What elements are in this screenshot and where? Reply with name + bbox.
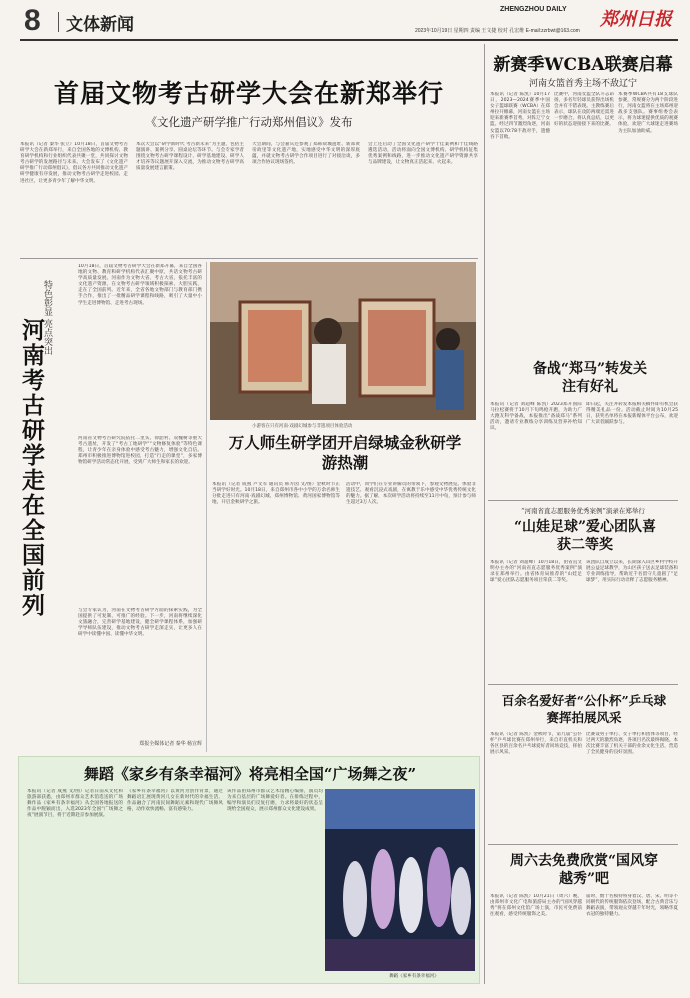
date-line: 2023年10月19日 星期四 责编 王文捷 校对 孔宏维 E-mail:zzrbwt@163.com [415, 28, 580, 34]
volunteer-col-1: 本报讯（记者 刘超峰）10月18日，由省直文明办主办的“河南省直志愿服务优秀案例”演录在郑州举行。由省体育局推荐的“山娃足球”爱心团队志愿服务项目荣获二等奖。 [490, 560, 582, 584]
study-tour-headline: 万人师生研学团开启绿城金秋研学游热潮 [228, 433, 462, 472]
dance-col-2: 《家乡有条幸福河》以黄河为创作背景，通过舞蹈语汇展现黄河儿女在新时代的幸福生活，作品融合了河南民间舞蹈元素和现代广场舞风格，动作欢快流畅、富有感染力。 [127, 789, 223, 813]
volunteer-col-2: 该团队自成立以来，长期深入山区乡村学校开展公益足球教学，为山区孩子送去足球装备和专业训练指导，帮助近千名留守儿童圆了“足球梦”，用实际行动诠释了志愿服务精神。 [586, 560, 678, 584]
dance-photo-illustration [325, 789, 475, 971]
wcba-subtitle: 河南女篮首秀主场不敌辽宁 [528, 79, 637, 89]
guofeng-headline: 周六去免费欣赏“国风穿越秀”吧 [509, 853, 659, 887]
marathon-col-1: 本报讯（记者 刘超峰 陈凯）2023郑开国际马拉松赛将于10月下旬鸣枪开跑，为助力广大跑友科学备战，本报推出“备战郑马”系列活动，邀请专业教练分享训练及营养补给知识。 [490, 402, 582, 432]
dance-photo [325, 789, 475, 971]
guofeng-col-2: 届时，数十名模特将身着汉、唐、宋、明等不同朝代的传统服饰依次登场，配合古典音乐与舞蹈表演，带领观众穿越千年时光，领略华夏衣冠的独特魅力。 [586, 894, 678, 918]
paper-logo: 郑州日报 [600, 9, 672, 30]
photo-kids-artwork [210, 262, 476, 420]
page-number: 8 [24, 4, 41, 37]
volunteer-headline: “山娃足球”爱心团队喜获二等奖 [513, 519, 657, 553]
header-rule [20, 39, 678, 41]
masthead [0, 0, 690, 42]
dance-photo-caption: 舞蹈《家乡有条幸福河》 [389, 974, 439, 979]
study-tour-col-2: 活动中，同学们在专业讲解员的带领下，参观文物展览、体验非遗技艺、观看沉浸式戏剧，在寓教于乐中感受中华优秀传统文化的魅力。据了解，本次研学活动将持续至11月中旬，预计参与师生超过3万人次。 [346, 482, 476, 506]
dance-headline: 舞蹈《家乡有条幸福河》将亮相全国“广场舞之夜” [83, 765, 417, 783]
dance-col-1: 本报讯（记者 成燕 文/图）记者日前从文化和旅游部获悉，由郑州市群众艺术馆选送的广场舞作品《家乡有条幸福河》从全国各地报送的作品中脱颖而出，入选2023年全国“广场舞之夜”展演节目，将于近期赴京参加展演。 [27, 789, 123, 819]
dance-col-3: 该作品由郑州市群众艺术馆精心编排，演员均为来自基层的广场舞爱好者。在排练过程中，编导和演员们反复打磨，力求将最好的状态呈现给全国观众，展示郑州群众文化建设成果。 [227, 789, 323, 813]
feature-col-2: 河南省文物考古研究院依托二里头、仰韶村、双槐树等重大考古遗址，开发了“考古工地研学”“文物修复体验”等特色课程，让青少年在亲身体验中感受考古魅力，增强文化自信。郑州市积极推进博物馆进校园，打造“行走的课堂”，多家博物馆研学活动常态化开展，受到广大师生和家长的欢迎。 [78, 436, 202, 466]
wcba-col-3: 本赛季WCBA共有18支球队参赛，常规赛分为两个阶段进行，河南女篮将在主场郑州迎战多支强队。赛事组委会表示，将为球迷提供优质的观赛体验，欢迎广大球迷走进赛场为主队加油助威。 [618, 92, 678, 134]
photo-kids-artwork-illustration [210, 262, 476, 420]
volunteer-kicker: “河南省直志愿服务优秀案例”演录在郑举行 [521, 507, 645, 515]
dance-story-box [18, 756, 480, 984]
feature-kicker: 特色彰显 亮点突出 [42, 280, 52, 355]
lead-headline: 首届文物考古研学大会在新郑举行 [53, 79, 444, 108]
pingpong-col-1: 本报讯（记者 陈凯）金秋时节，第九届“公仆杯”乒乓球比赛在郑州举行，来自市直机关和各区县的百余名乒乓球爱好者同场竞技，挥拍展示风采。 [490, 732, 582, 756]
pingpong-col-2: 比赛设男子单打、女子单打和团体等项目，经过两天的激烈角逐，各项目名次最终揭晓。本次比赛丰富了机关干部的业余文化生活，营造了全民健身的良好氛围。 [586, 732, 678, 756]
paper-name-en: ZHENGZHOU DAILY [500, 6, 567, 13]
lead-story [20, 44, 478, 258]
marathon-headline: 备战“郑马”转发关注有好礼 [532, 361, 648, 395]
lead-subtitle: 《文化遗产研学推广行动郑州倡议》发布 [145, 115, 353, 129]
lead-col-3: 大会期间，与会嘉宾还参观了郑韩故城遗址、新郑黄帝故里等文化遗产地，实地感受中华文明的深厚底蕴，并就文物考古研学合作项目进行了对接洽谈，多项合作协议现场签约。 [252, 142, 360, 166]
feature-col-3: 与会专家认为，河南在文物考古研学方面的探索实践，为全国提供了可复制、可推广的经验。下一步，河南将继续深化文旅融合，完善研学基地建设，健全研学课程体系，加强研学导师队伍建设，推动文物考古研学走深走实，让更多人在研学中读懂中国、读懂中华文明。 [78, 608, 202, 638]
wcba-col-2: 比赛中，河南女篮全队斗志昂扬，多名年轻球员获得出场机会并有不错表现。主教练赛后表示，球队在攻防两端还需进一步磨合，将认真总结，以更好的状态迎接接下来的比赛。 [554, 92, 614, 128]
pingpong-headline: 百余名爱好者“公仆杯”乒乓球赛挥拍展风采 [501, 693, 667, 725]
feature-vertical-title: 河南考古研学走在全国前列 [18, 318, 45, 618]
study-tour-col-1: 本报讯（记者 成燕 卢文军 通讯员 韩方园 文/图）金秋时节正当研学好时光。10月18日，来自郑州市各中小学的万余名师生分批走进只有河南·戏剧幻城、郑州博物馆、黄河国家博物馆等地，开启金秋研学之旅。 [212, 482, 340, 506]
section-title: 文体新闻 [66, 15, 134, 35]
feature-byline: 郑报全媒体记者 秦华 杨宣辉 [139, 741, 202, 747]
wcba-col-1: 本报讯（记者 陈凯）10月17日，2023—2024赛季中国女子篮球联赛（WCBA）在郑州拉开帷幕，河南女篮在主场迎来新赛季首秀，对阵辽宁女篮。经过四节激烈角逐，河南女篮以70∶78不敌对手，遗憾吞下首败。 [490, 92, 550, 140]
lead-col-4: 会上还启动了全国文化遗产研学十佳案例和十佳线路遴选活动，活动将面向全国文博机构、研学机构征集优秀案例和线路，进一步推动文化遗产研学资源共享与品牌建设，让文物真正活起来、火起来。 [368, 142, 478, 166]
feature-col-1: 10月18日，首届文物考古研学大会在新郑开幕，来自全国各地的文物、教育和研学机构代表汇聚中原，共话文物考古研学高质量发展。河南作为文物大省、考古大省，依托丰富的文化遗产资源，在文物考古研学领域积极探索、大胆实践，走在了全国前列。近年来，全省各地文物部门与教育部门携手合作，推出了一批精品研学课程和线路，吸引了大量中小学生走进博物馆、走进考古现场。 [78, 264, 202, 306]
guofeng-col-1: 本报讯（记者 陈凯）10月21日（周六）晚，由郑州市文化广电和旅游局主办的“国风穿越秀”将在郑州文化馆广场上演，市民可免费前往观看，感受传统服饰之美。 [490, 894, 582, 918]
lead-col-2: 本次大会以“研学新时代 考古新未来”为主题，包括主题演讲、案例分享、圆桌论坛等环节。与会专家学者围绕文物考古研学课程设计、研学基地建设、研学人才培养等议题展开深入交流，为推动文物考古研学高质量发展建言献策。 [136, 142, 244, 172]
wcba-headline: 新赛季WCBA联赛启幕 [493, 55, 673, 75]
photo-kids-caption: 小游客在只有河南·戏剧幻城参与非遗项目体验活动 [252, 424, 353, 429]
lead-col-1: 本报讯（记者 秦华 张立）10月18日，首届文物考古研学大会在新郑举行，来自全国各地的文博机构、教育研学机构和行业组织代表共聚一堂，共同探讨文物考古研学的发展路径与未来。大会发布了《文化遗产研学推广行动郑州倡议》，倡议各方共同推动文化遗产研学健康有序发展，推动文物考古研学走进校园、走进社区，让更多青少年了解中华文明。 [20, 142, 128, 184]
marathon-col-2: 即日起，关注并转发本报相关稿件即有机会获得精美礼品一份。活动截止时间为10月25日，获奖名单将在本报新媒体平台公布，欢迎广大读者踊跃参与。 [586, 402, 678, 426]
